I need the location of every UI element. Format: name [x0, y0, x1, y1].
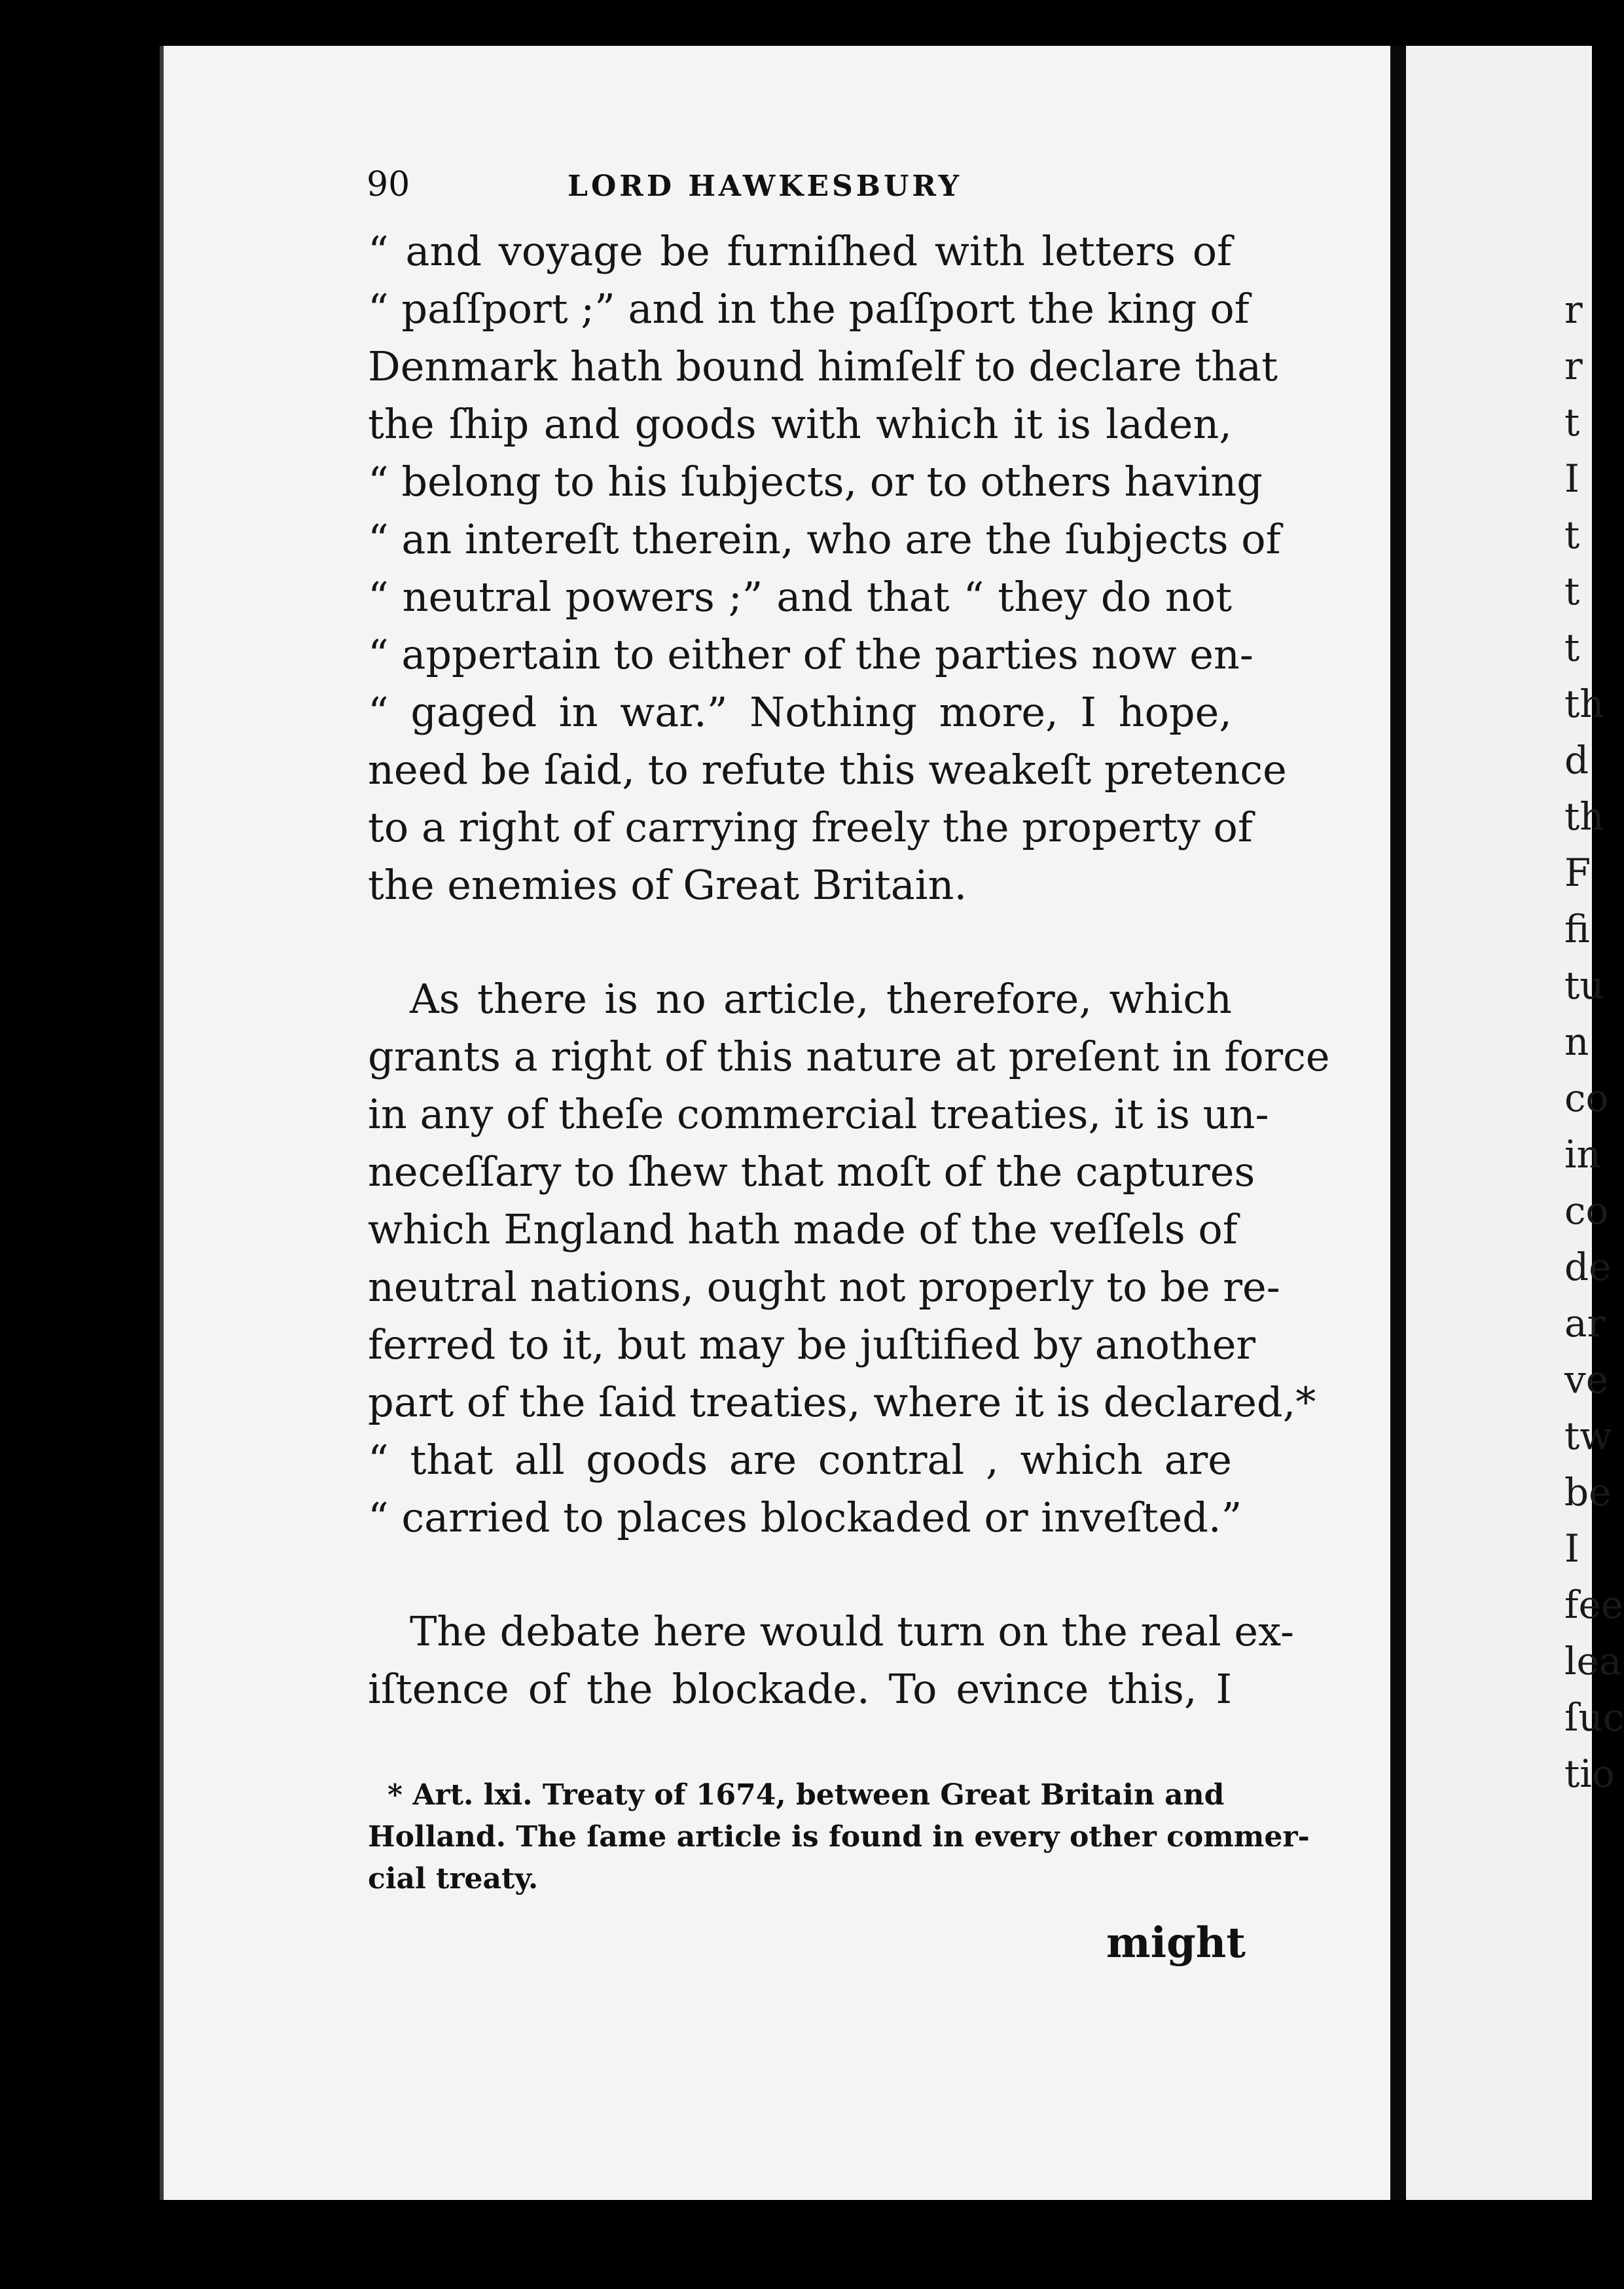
text-line: part of the ſaid treaties, where it is declared,* [368, 1378, 1316, 1426]
catchword: might [1106, 1918, 1246, 1968]
fragment: th [1564, 682, 1604, 726]
text-line: The debate here would turn on the real ex- [410, 1607, 1294, 1655]
text-line: the enemies of Great Britain. [368, 861, 967, 909]
facing-page-fragments [1564, 282, 1624, 1802]
text-line: “ appertain to either of the parties now en- [368, 631, 1254, 678]
body-text [368, 223, 1330, 1718]
fragment: r [1564, 344, 1583, 388]
fragment: tw [1564, 1414, 1612, 1458]
fragment: I [1564, 456, 1579, 501]
fragment: n [1564, 1019, 1589, 1064]
text-line: neutral nations, ought not properly to be re- [368, 1263, 1280, 1311]
text-line: As there is no article, therefore, which [410, 975, 1232, 1023]
text-line: “ gaged in war.” Nothing more, I hope, [368, 688, 1232, 736]
text-line: iſtence of the blockade. To evince this, I [368, 1665, 1232, 1713]
fragment: r [1564, 287, 1583, 332]
text-line: to a right of carrying freely the property of [368, 803, 1253, 851]
text-line: Denmark hath bound himſelf to declare that [368, 342, 1278, 390]
fragment: be [1564, 1470, 1612, 1514]
text-line: neceſſary to ſhew that moſt of the captures [368, 1148, 1255, 1196]
fragment: in [1564, 1132, 1601, 1177]
text-line: the ſhip and goods with which it is laden, [368, 400, 1232, 448]
fragment: ſuc [1564, 1695, 1624, 1740]
book-gutter [1390, 46, 1406, 2200]
fragment: co [1564, 1188, 1609, 1233]
text-line: which England hath made of the veſſels of [368, 1205, 1238, 1253]
fragment: de [1564, 1245, 1612, 1289]
fragment: fi [1564, 907, 1590, 951]
text-line: “ that all goods are contral , which are [368, 1436, 1232, 1484]
fragment: fee [1564, 1583, 1624, 1627]
paragraph-break [368, 1547, 1232, 1603]
fragment: t [1564, 513, 1580, 557]
text-line: “ an intereſt therein, who are the ſubjects of [368, 515, 1281, 563]
paragraph-break [368, 914, 1232, 970]
fragment: I [1564, 1526, 1579, 1571]
page-number: 90 [367, 165, 410, 204]
fragment: d [1564, 738, 1589, 782]
text-line: grants a right of this nature at preſent in force [368, 1033, 1330, 1080]
text-line: “ belong to his ſubjects, or to others having [368, 458, 1263, 505]
fragment: tio [1564, 1751, 1615, 1796]
fragment: th [1564, 794, 1604, 839]
text-line: need be ſaid, to refute this weakeſt pretence [368, 746, 1287, 794]
fragment: lea [1564, 1639, 1622, 1683]
text-line: “ neutral powers ;” and that “ they do not [368, 573, 1232, 621]
fragment: tu [1564, 963, 1604, 1008]
text-line: “ paſſport ;” and in the paſſport the king of [368, 285, 1250, 333]
fragment: ar [1564, 1301, 1606, 1346]
fragment: t [1564, 625, 1580, 670]
text-line: “ carried to places blockaded or inveſted.” [368, 1493, 1242, 1541]
fragment: ve [1564, 1357, 1609, 1402]
text-line: “ and voyage be furniſhed with letters of [368, 227, 1232, 275]
footnote-line: cial treaty. [368, 1862, 539, 1895]
fragment: F [1564, 851, 1591, 895]
footnote [368, 1774, 1310, 1900]
footnote-line: * Art. lxi. Treaty of 1674, between Great Britain and [388, 1778, 1225, 1812]
text-line: in any of theſe commercial treaties, it is un- [368, 1090, 1269, 1138]
footnote-line: Holland. The ſame article is found in every other commer- [368, 1820, 1310, 1854]
text-line: ferred to it, but may be juſtified by another [368, 1321, 1256, 1368]
running-head [367, 165, 1087, 204]
running-title: LORD HAWKESBURY [568, 170, 962, 203]
fragment: co [1564, 1076, 1609, 1120]
fragment: t [1564, 569, 1580, 613]
fragment: t [1564, 400, 1580, 445]
